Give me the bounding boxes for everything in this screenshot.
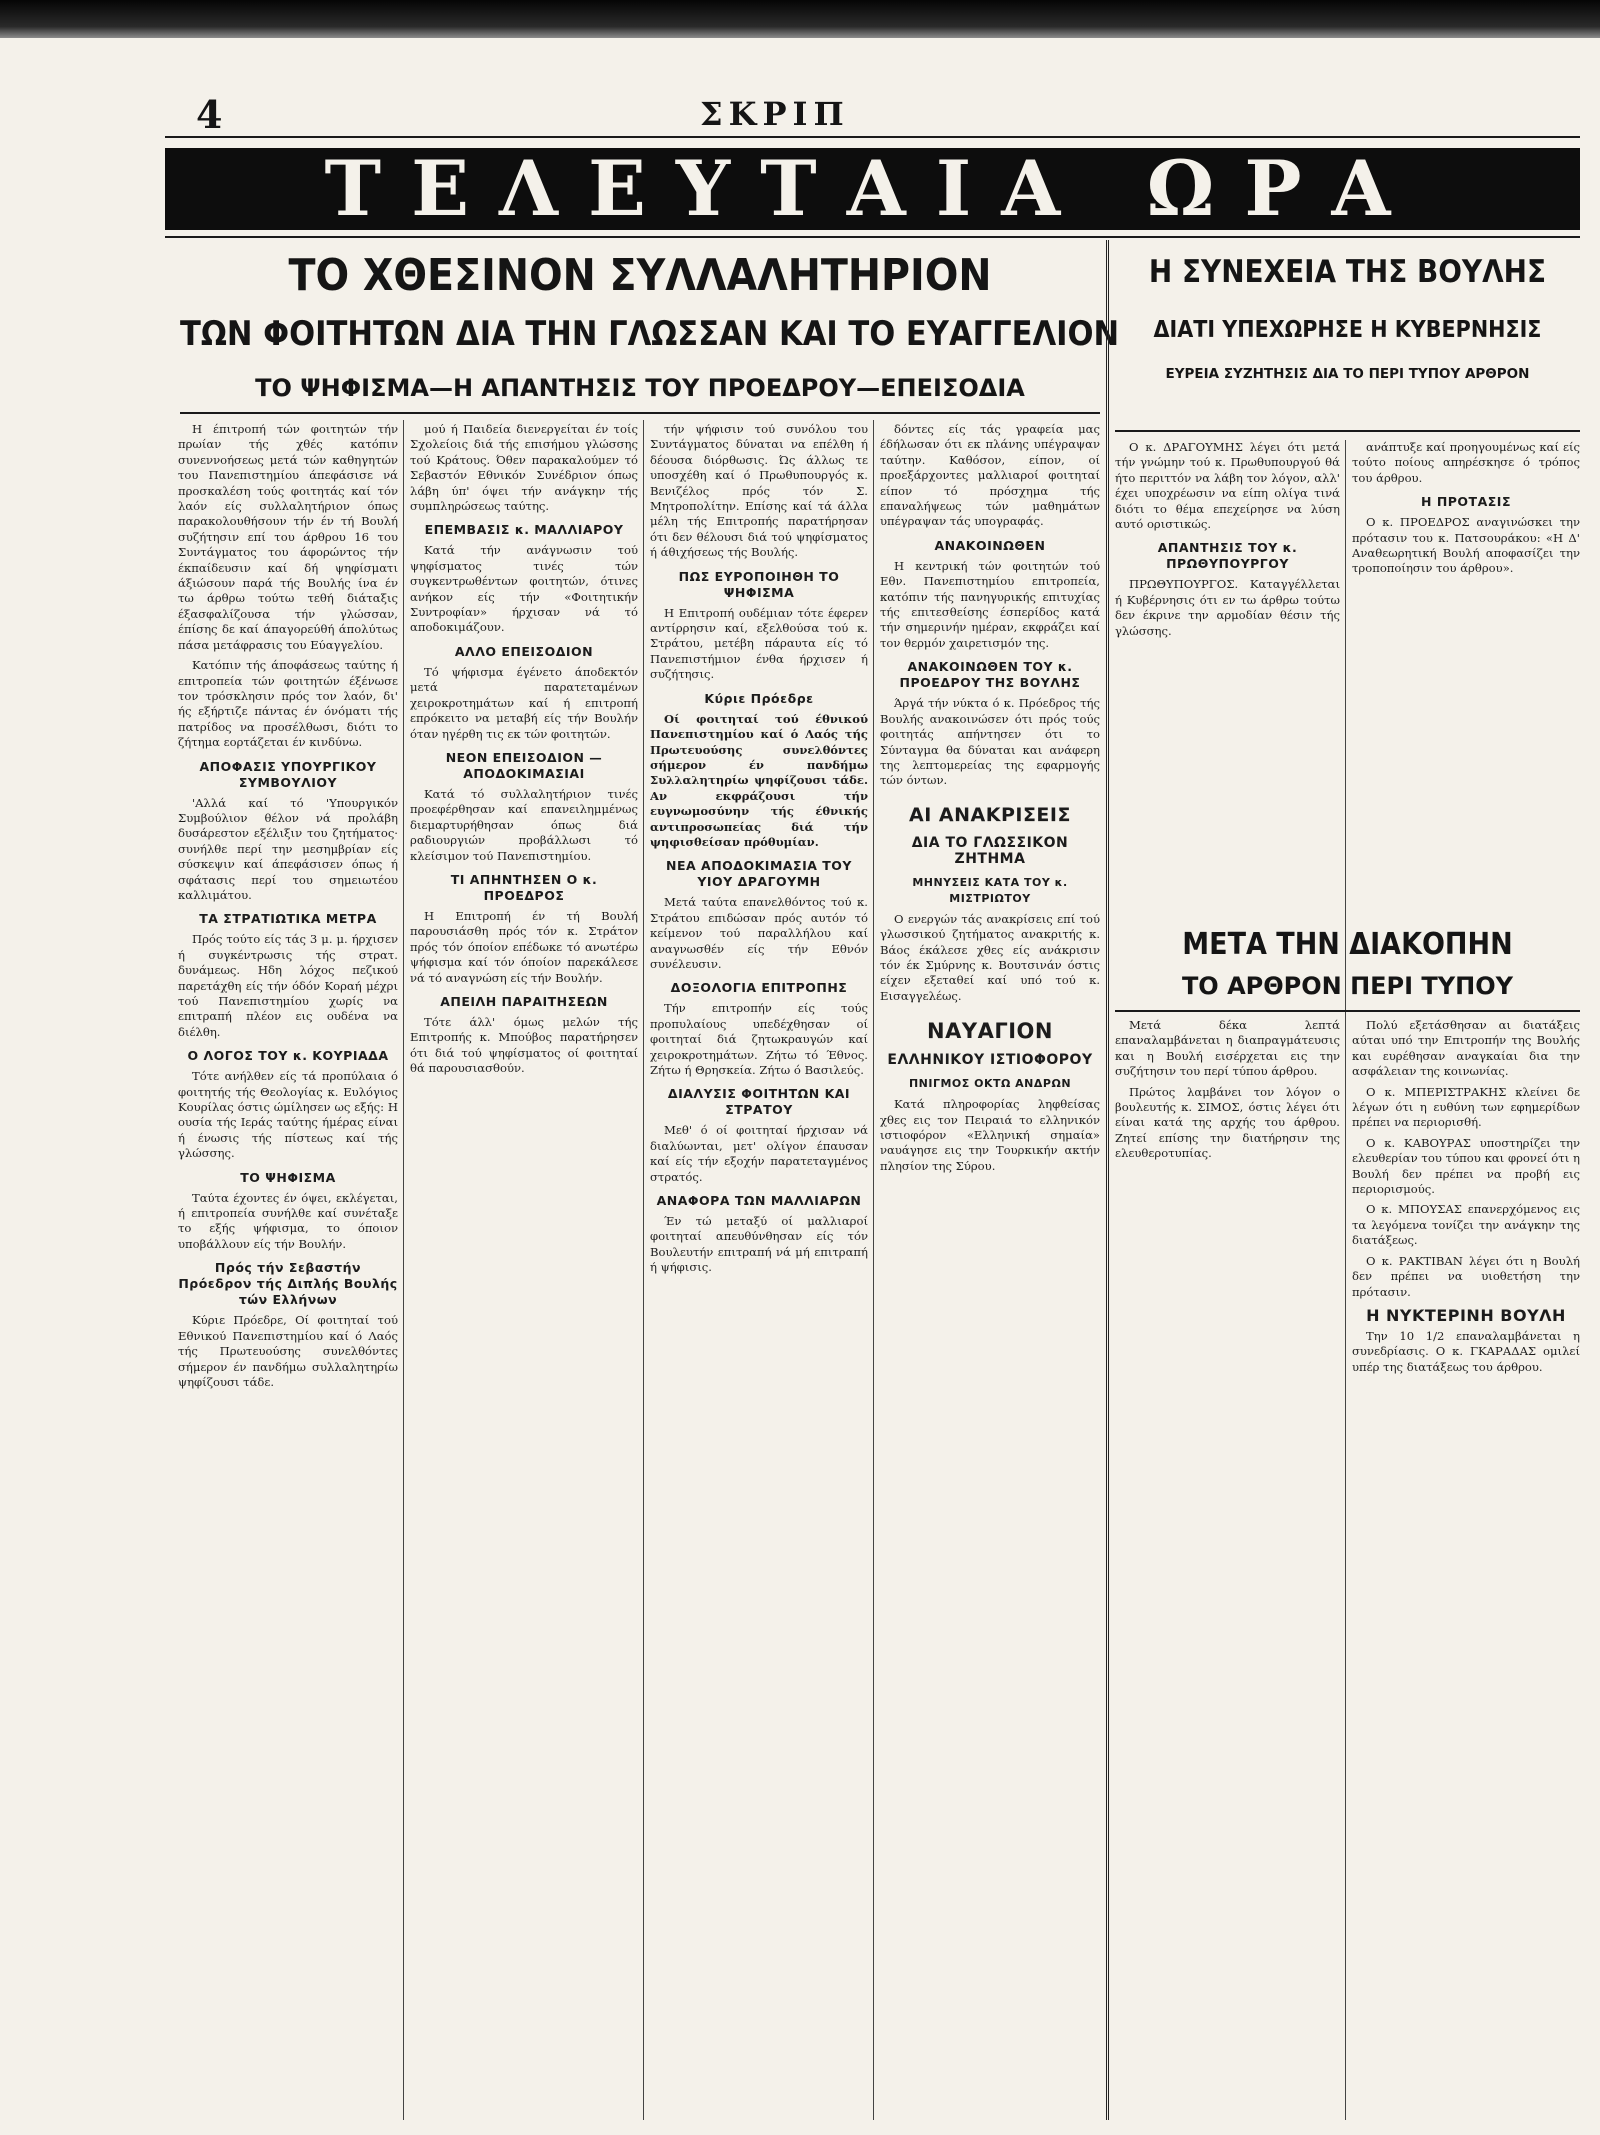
section-heading: ΤΙ ΑΠΗΝΤΗΣΕΝ Ο κ. ΠΡΟΕΔΡΟΣ — [450, 871, 598, 903]
column-1 — [178, 422, 398, 2122]
paragraph: Ταύτα έχοντες έν όψει, εκλέγεται, ή επιτροπεία συνήλθε καί συνέταξε το εξής ψήφισμα, το όποιον υποβάλλουν είς τήν Βουλήν. — [178, 1190, 398, 1251]
banner-rule — [165, 236, 1580, 238]
paragraph: Ο κ. ΚΑΒΟΥΡΑΣ υποστηρίζει την ελευθερίαν του τύπου και φρονεί ότι η Βουλή δεν πρέπει να προβή εις περιορισμούς. — [1352, 1135, 1580, 1197]
column-2 — [410, 422, 638, 2122]
section-subheading: ΔΙΑ ΤΟ ΓΛΩΣΣΙΚΟΝ ΖΗΤΗΜΑ — [911, 834, 1069, 867]
paragraph: Άργά τήν νύκτα ό κ. Πρόεδρος τής Βουλής ανακοινώσεν ότι πρός τούς φοιτητάς απήντησεν ότι το Σύνταγμα θα δύναται και ανάφερη της λεπτομερείας της εφαρμογής τών όντων. — [880, 696, 1100, 788]
section-heading: Πρός τήν Σεβαστήν Πρόεδρον τής Διπλής Βουλής τών Ελλήνων — [178, 1260, 398, 1308]
paragraph: Ο κ. ΠΡΟΕΔΡΟΣ αναγινώσκει την πρότασιν του κ. Πατσουράκου: «Η Δ' Αναθεωρητική Βουλή αποφασίζει την τροποποίησιν του άρθρου». — [1352, 515, 1580, 576]
section-heading: ΑΠΟΦΑΣΙΣ ΥΠΟΥΡΓΙΚΟΥ ΣΥΜΒΟΥΛΙΟΥ — [199, 758, 377, 790]
section-heading: Κύριε Πρόεδρε — [704, 690, 814, 706]
press-article-headline: ΤΟ ΑΡΘΡΟΝ ΠΕΡΙ ΤΥΠΟΥ — [1181, 972, 1514, 1000]
paragraph: Μετά ταύτα επανελθόντος τού κ. Στράτου επιδώσαν πρός αυτόν τό κείμενον τού παραλλήλου καί αναγνωσθέν είς τήν Εθνόν συνέλευσιν. — [650, 895, 868, 971]
paragraph: Πρώτος λαμβάνει τον λόγον ο βουλευτής κ. ΣΙΜΟΣ, όστις λέγει ότι είναι κατά της αρχής του άρθρου. Ζητεί επίσης την διατήρησιν της ελευθεροτυπίας. — [1115, 1084, 1340, 1161]
section-heading: ΔΟΞΟΛΟΓΙΑ ΕΠΙΤΡΟΠΗΣ — [670, 980, 848, 996]
banner-title: ΤΕΛΕΥΤΑΙΑ ΩΡΑ — [165, 148, 1580, 230]
column-rule-3 — [873, 420, 874, 2120]
paragraph: Οί φοιτηταί τού έθνικού Πανεπιστημίου καί ό Λαός τής Πρωτευούσης συνελθόντες σήμερον έν πανδήμω Συλλαλητηρίω ψηφίζουσι τάδε. Αν εκφράζουσι τήν ευγνωμοσύνην τής έθνικής αντιπροσωπείας διά τήν ψηφισθείσαν πρόθυμίαν. — [650, 711, 868, 849]
section-heading: ΔΙΑΛΥΣΙΣ ΦΟΙΤΗΤΩΝ ΚΑΙ ΣΤΡΑΤΟΥ — [667, 1086, 851, 1118]
paragraph: Κατά τό συλλαλητήριον τινές προεφέρθησαν καί επανειλημμένως διεμαρτυρήθησαν όπως διά ραδιουργιών προβάλλωσι τό κλείσιμον τού Πανεπιστημίου. — [410, 786, 638, 863]
section-heading: ΑΝΑΦΟΡΑ ΤΩΝ ΜΑΛΛΙΑΡΩΝ — [656, 1193, 862, 1209]
paragraph: Μετά δέκα λεπτά επαναλαμβάνεται η διαπραγμάτευσις και η Βουλή εισέρχεται εις την συζήτησιν του περί τύπου άρθρου. — [1115, 1018, 1340, 1079]
section-heading: ΑΝΑΚΟΙΝΩΘΕΝ ΤΟΥ κ. ΠΡΟΕΔΡΟΥ ΤΗΣ ΒΟΥΛΗΣ — [899, 659, 1081, 691]
paragraph: Πρός τούτο είς τάς 3 μ. μ. ήρχισεν ή συγκέντρωσις τής στρατ. δυνάμεως. Ηδη λόχος πεζικού παρετάχθη είς τήν όδόν Κοραή μέχρι τού Πανεπιστημίου χωρίς να επιτραπή πλέον εις ουδένα να διέλθη. — [178, 932, 398, 1039]
section-heading: Η ΠΡΟΤΑΣΙΣ — [1421, 494, 1511, 510]
main-subheadline: ΤΟ ΨΗΦΙΣΜΑ—Η ΑΠΑΝΤΗΣΙΣ ΤΟΥ ΠΡΟΕΔΡΟΥ—ΕΠΕΙΣΟΔΙΑ — [255, 374, 1025, 402]
paragraph: Τότε ανήλθεν είς τά προπύλαια ό φοιτητής τής Θεολογίας κ. Ευλόγιος Κουρίλας όστις ώμίλησεν ως εξής: Η ουσία τής Ιεράς ταύτης ήμέρας είναι ή ένωσις τής πίστεως καί τής γλώσσης. — [178, 1069, 398, 1161]
paragraph: Κατά τήν ανάγνωσιν τού ψηφίσματος τινές τών συγκεντρωθέντων φοιτητών, ότινες ανήκον είς τήν «Φοιτητικήν Συντροφίαν» ήρχισαν νά τό αποδοκιμάζουν. — [410, 543, 638, 635]
side-head-rule — [1115, 430, 1580, 432]
column-5-lower — [1115, 1018, 1340, 2118]
paragraph: Η Επιτροπή έν τή Βουλή παρουσιάσθη πρός τόν κ. Στράτον πρός τόν όποίον επέδωκε τό ανωτέρω ψήφισμα καί τόν όποίον παρεκάλεσε νά τό αναγνώση είς τήν Βουλήν. — [410, 908, 638, 985]
section-heading: ΤΑ ΣΤΡΑΤΙΩΤΙΚΑ ΜΕΤΡΑ — [199, 911, 377, 927]
paragraph: Κατά πληροφορίας ληφθείσας χθες εις τον Πειραιά το ελληνικόν ιστιοφόρον «Ελληνική σημαία» ναυάγησε εις την Τουρκικήν ακτήν πλησίον της Σύρου. — [880, 1097, 1100, 1173]
column-rule-4 — [1345, 440, 1346, 2120]
paragraph: Ο κ. ΜΠΕΡΙΣΤΡΑΚΗΣ κλείνει δε λέγων ότι η ευθύνη των εφημερίδων πρέπει να περιορισθή. — [1352, 1084, 1580, 1130]
paragraph: Ο κ. ΔΡΑΓΟΥΜΗΣ λέγει ότι μετά τήν γνώμην τού κ. Πρωθυπουργού θά ήτο περιττόν να λάβη τον λόγον, αλλ' έχει υποχρέωσιν να είπη ολίγα τινά διότι το θέμα επεχείρησε να λύση αυτό οριστικώς. — [1115, 440, 1340, 532]
section-heading: ΑΝΑΚΟΙΝΩΘΕΝ — [934, 537, 1046, 553]
paragraph: Ο ενεργών τάς ανακρίσεις επί τού γλωσσικού ζητήματος ανακριτής κ. Βάος έκάλεσε χθες είς ανάκρισιν τόν έκ Σμύρνης κ. Βουτσινάν όστις είχεν εξεταθεί καί υπό τού κ. Εισαγγελέως. — [880, 911, 1100, 1003]
column-rule-2 — [643, 420, 644, 2120]
after-break-rule — [1115, 1010, 1580, 1012]
paragraph: Έν τώ μεταξύ οί μαλλιαροί φοιτηταί απευθύνθησαν είς τόν Βουλευτήν επιτραπή νά μή επιτραπή ή ψήφισις. — [650, 1214, 868, 1275]
paragraph: Ο κ. ΡΑΚΤΙΒΑΝ λέγει ότι η Βουλή δεν πρέπει να υιοθετήση την πρότασιν. — [1352, 1253, 1580, 1299]
paragraph: Μεθ' ό οί φοιτηταί ήρχισαν νά διαλύωνται, μετ' ολίγον έπαυσαν καί είς τήν εξοχήν παρατεταγμένος στρατός. — [650, 1123, 868, 1184]
section-heading: ΕΠΕΜΒΑΣΙΣ κ. ΜΑΛΛΙΑΡΟΥ — [424, 522, 624, 538]
column-3 — [650, 422, 868, 2122]
page-number: 4 — [196, 92, 223, 137]
section-heading: ΝΑΥΑΓΙΟΝ — [927, 1019, 1053, 1044]
column-6-upper — [1352, 440, 1580, 920]
paragraph: μού ή Παιδεία διενεργείται έν τοίς Σχολείοις διά τής επισήμου γλώσσης τού Κράτους. Όθεν παρακαλούμεν τό Σεβαστόν Εθνικόν Συνέδριον όπως λάβη ύπ' όψει τήν ανάγκην τής συμπληρώσεως ταύτης. — [410, 422, 638, 514]
section-heading: ΑΛΛΟ ΕΠΕΙΣΟΔΙΟΝ — [454, 643, 594, 659]
main-head-rule — [180, 412, 1100, 414]
section-subheading: ΜΗΝΥΣΕΙΣ ΚΑΤΑ ΤΟΥ κ. ΜΙΣΤΡΙΩΤΟΥ — [912, 875, 1068, 905]
main-headline-2: ΤΩΝ ΦΟΙΤΗΤΩΝ ΔΙΑ ΤΗΝ ΓΛΩΣΣΑΝ ΚΑΙ ΤΟ ΕΥΑΓΓΕΛΙΟΝ — [180, 314, 1120, 354]
top-border — [0, 0, 1600, 38]
paragraph: Κύριε Πρόεδρε, Οί φοιτηταί τού Εθνικού Πανεπιστημίου καί ό Λαός τής Πρωτευούσης συνελθόντες σήμερον έν πανδήμω συλλαλητηρίω ψηφίζουσι τάδε. — [178, 1313, 398, 1389]
section-heading: ΑΙ ΑΝΑΚΡΙΣΕΙΣ — [909, 803, 1071, 826]
after-break-headline: ΜΕΤΑ ΤΗΝ ΔΙΑΚΟΠΗΝ — [1182, 927, 1513, 962]
paragraph: Η Επιτροπή ουδέμιαν τότε έφερεν αντίρρησιν καί, εξελθούσα τού κ. Στράτου, μετέβη πάραυτα είς τό Πανεπιστήμιον ένθα ήρχισεν ή συζήτησις. — [650, 605, 868, 682]
paragraph: ΠΡΩΘΥΠΟΥΡΓΟΣ. Καταγγέλλεται ή Κυβέρνησις ότι εν τω άρθρω τούτω δεν έκρινε την αρμοδίαν θέσιν τής γλώσσης. — [1115, 577, 1340, 638]
paragraph: Τήν επιτροπήν είς τούς προπυλαίους υπεδέχθησαν οί φοιτηταί διά ζητωκραυγών καί χειροκροτημάτων. Ζήτω τό Έθνος. Ζήτω ή Θρησκεία. Ζήτω ό Βασιλεύς. — [650, 1001, 868, 1077]
section-divider — [1106, 240, 1109, 2120]
section-heading: ΑΠΑΝΤΗΣΙΣ ΤΟΥ κ. ΠΡΩΘΥΠΟΥΡΓΟΥ — [1157, 540, 1298, 572]
paragraph: Κατόπιν τής άποφάσεως ταύτης ή επιτροπεία τών φοιτητών έξένωσε τον τρόσκλησιν πρός τον λαόν, δι' ής εξήρτιζε πάντας έν όνόματι τής πατρίδος να προσέλθωσι, διότι το ζήτημα εορτάζεται έν κινδύνω. — [178, 658, 398, 750]
paragraph: Η κεντρική τών φοιτητών τού Εθν. Πανεπιστημίου επιτροπεία, κατόπιν τής πανηγυρικής επιτυχίας τής επιτεσθείσης έσπερίδος κατά τήν σημερινήν ημέραν, εκφράζει καί τον θερμόν χαιρετισμόν της. — [880, 558, 1100, 650]
section-heading: Η ΝΥΚΤΕΡΙΝΗ ΒΟΥΛΗ — [1366, 1305, 1566, 1325]
section-subheading: ΠΝΙΓΜΟΣ ΟΚΤΩ ΑΝΔΡΩΝ — [908, 1077, 1072, 1091]
paragraph: Πολύ εξετάσθησαν αι διατάξεις αύται υπό την Επιτροπήν της Βουλής και ευρέθησαν αναγκαίαι δια την ασφάλειαν της κοινωνίας. — [1352, 1018, 1580, 1079]
paragraph: Η έπιτροπή τών φοιτητών τήν πρωίαν τής χθές κατόπιν συνεννοήσεως μετά τών καθηγητών του Πανεπιστημίου άπεφάσισε νά προσκαλέση τούς φοιτητάς καί τόν λαόν είς συλλαλητήριον όπως παρακολουθήσουν τήν έν τή Βουλή συζήτησιν επί του άρθρου 16 του Συντάγματος του άφορώντος τήν έκπαίδευσιν καί δή ψηφίσματι άξιώσουν παρά τής Βουλής ίνα έν τω άρθρω τούτω τεθή διάταξις έξασφαλίζουσα τήν γλώσσαν, έπίσης δε καί άπαγορεύθή άπολύτως πάσα μετάφρασις του Εύαγγελίου. — [178, 422, 398, 652]
main-headline-1: ΤΟ ΧΘΕΣΙΝΟΝ ΣΥΛΛΑΛΗΤΗΡΙΟΝ — [288, 250, 992, 301]
column-rule-1 — [403, 420, 404, 2120]
paragraph: δόντες είς τάς γραφεία μας έδήλωσαν ότι εκ πλάνης υπέγραψαν ταύτην. Καθόσον, είπον, οί προεξάρχοντες μαλλιαροί φοιτηταί είπον τό πρόσχημα τής επαναλήψεως τών μαθημάτων υπέγραψαν τάς υπογραφάς. — [880, 422, 1100, 529]
section-heading: ΑΠΕΙΛΗ ΠΑΡΑΙΤΗΣΕΩΝ — [440, 993, 608, 1009]
masthead: ΣΚΡΙΠ — [700, 95, 850, 133]
paragraph: Την 10 1/2 επαναλαμβάνεται η συνεδρίασις. Ο κ. ΓΚΑΡΑΔΑΣ ομιλεί υπέρ της διατάξεως του άρθρου. — [1352, 1328, 1580, 1374]
section-heading: ΤΟ ΨΗΦΙΣΜΑ — [240, 1169, 336, 1185]
paragraph: Τό ψήφισμα έγένετο άποδεκτόν μετά παρατεταμένων χειροκροτημάτων καί ή επιτροπή επρόκειτο να μεταβή είς τήν Βουλήν όταν ηγέρθη τις εκ τών φοιτητών. — [410, 664, 638, 741]
paragraph: Ο κ. ΜΠΟΥΣΑΣ επανερχόμενος εις τα λεγόμενα τονίζει την ανάγκην της διατάξεως. — [1352, 1202, 1580, 1248]
paragraph: τήν ψήφισιν τού συνόλου του Συντάγματος δύναται να επέλθη ή δέουσα διόρθωσις. Ώς άλλως τε υποσχέθη καί ό Πρωθυπουργός κ. Βενιζέλος πρός τόν Σ. Μητροπολίτην. Επίσης καί τά άλλα μέλη τής Επιτροπής παρατήρησαν ότι δεν θέλουσι διά τού ψηφίσματος ή άθιχήσεως τής Βουλής. — [650, 422, 868, 560]
paragraph: Τότε άλλ' όμως μελών τής Επιτροπής κ. Μπούβος παρατήρησεν ότι διά τού ψηφίσματος οί φοιτηταί θά παρουσιασθούν. — [410, 1014, 638, 1076]
side-headline-2: ΔΙΑΤΙ ΥΠΕΧΩΡΗΣΕ Η ΚΥΒΕΡΝΗΣΙΣ — [1153, 317, 1542, 343]
side-headline-3: ΕΥΡΕΙΑ ΣΥΖΗΤΗΣΙΣ ΔΙΑ ΤΟ ΠΕΡΙ ΤΥΠΟΥ ΑΡΘΡΟΝ — [1165, 366, 1530, 382]
paragraph: 'Αλλά καί τό 'Υπουργικόν Συμβούλιον θέλον νά προλάβη δυσάρεστον εξέλιξιν του ζητήματος· συνήλθε περί την μεσημβρίαν είς σύσκεψιν καί άπεφάσισεν όπως ή σφάτασις περί του σημειωτέου καλλιμάτου. — [178, 795, 398, 902]
section-heading: ΝΕΑ ΑΠΟΔΟΚΙΜΑΣΙΑ ΤΟΥ ΥΙΟΥ ΔΡΑΓΟΥΜΗ — [666, 858, 852, 890]
paragraph: ανάπτυξε καί προηγουμένως καί είς τούτο ποίους απηρέσκησε ό τρόπος του άρθρου. — [1352, 440, 1580, 485]
column-5 — [1115, 440, 1340, 920]
masthead-rule — [165, 136, 1580, 138]
section-heading: ΠΩΣ ΕΥΡΟΠΟΙΗΘΗ ΤΟ ΨΗΦΙΣΜΑ — [678, 568, 840, 600]
side-headline-1: Η ΣΥΝΕΧΕΙΑ ΤΗΣ ΒΟΥΛΗΣ — [1148, 254, 1547, 290]
section-heading: ΝΕΟΝ ΕΠΕΙΣΟΔΙΟΝ — ΑΠΟΔΟΚΙΜΑΣΙΑΙ — [445, 749, 603, 781]
section-heading: Ο ΛΟΓΟΣ ΤΟΥ κ. ΚΟΥΡΙΑΔΑ — [187, 1048, 389, 1064]
column-6-lower — [1352, 1018, 1580, 2118]
section-subheading: ΕΛΛΗΝΙΚΟΥ ΙΣΤΙΟΦΟΡΟΥ — [887, 1052, 1093, 1069]
column-4 — [880, 422, 1100, 2122]
